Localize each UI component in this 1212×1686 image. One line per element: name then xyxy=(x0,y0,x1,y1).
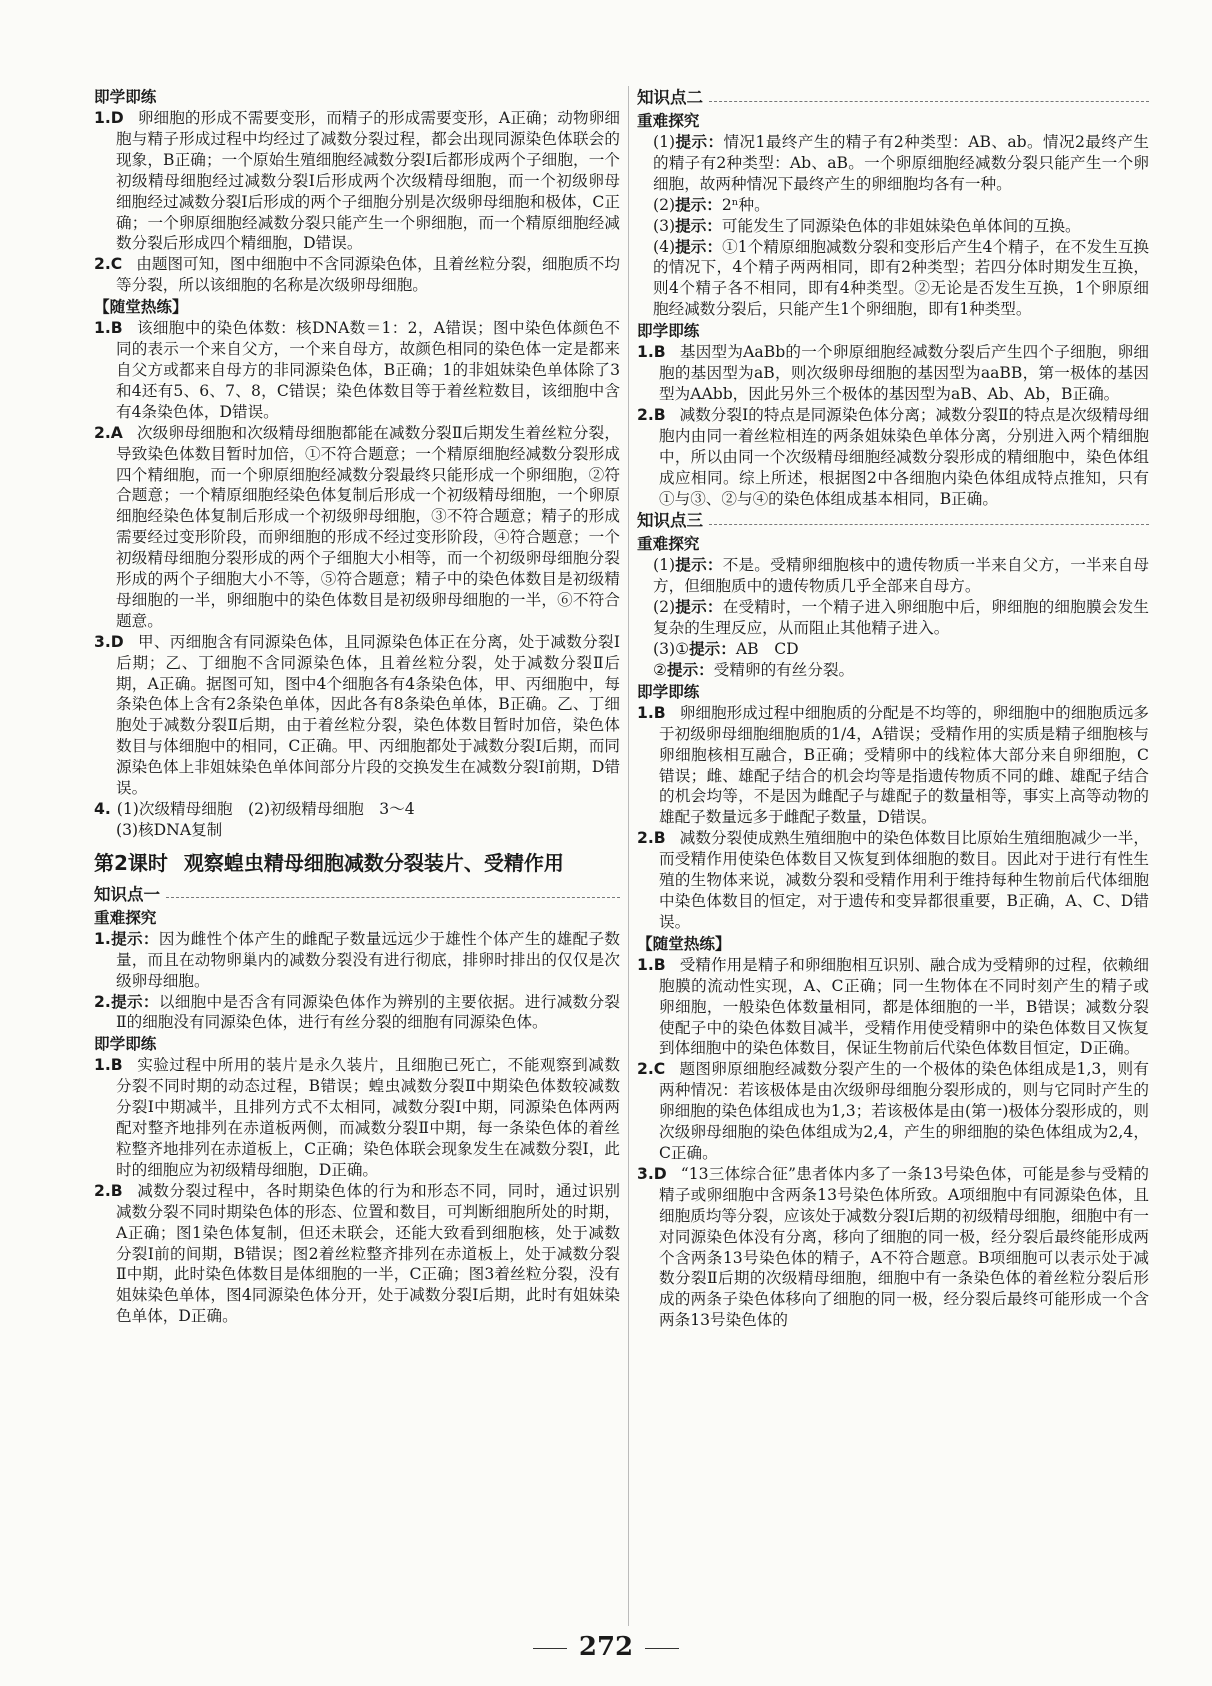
hint-item: (3)提示：可能发生了同源染色体的非姐妹染色单体间的互换。 xyxy=(653,216,1081,235)
section-heading: 即学即练 xyxy=(94,1035,157,1054)
dashed-rule xyxy=(709,524,1149,525)
hint-item: 2.提示：以细胞中是否含有同源染色体作为辨别的主要依据。进行减数分裂Ⅱ的细胞没有同源染色体，进行有丝分裂的细胞有同源染色体。 xyxy=(94,992,620,1032)
page-number-dash xyxy=(533,1648,567,1649)
hint-item: (3)①提示：AB CD xyxy=(653,640,799,659)
page-number-dash xyxy=(645,1648,679,1649)
lesson-title xyxy=(94,849,620,877)
answer-item: 1.B 实验过程中所用的装片是永久装片，且细胞已死亡，不能观察到减数分裂不同时期的动态过程，B错误；蝗虫减数分裂Ⅱ中期染色体数较减数分裂Ⅰ中期减半，且排列方式不太相同，减数分裂Ⅰ中期，同源染色体两两配对整齐地排列在赤道板两侧，而减数分裂Ⅱ中期，每一条染色体的着丝粒整齐地排列在赤道板上，C正确；染色体联会现象发生在减数分裂Ⅰ，此时的细胞应为初级精母细胞，D正确。 xyxy=(94,1056,620,1179)
section-heading: 【随堂热练】 xyxy=(94,298,188,317)
section-heading: 重难探究 xyxy=(637,112,700,130)
hint-item: (2)提示：在受精时，一个精子进入卵细胞中后，卵细胞的细胞膜会发生复杂的生理反应，从而阻止其他精子进入。 xyxy=(653,598,1149,638)
answer-item: 4. (1)次级精母细胞 (2)初级精母细胞 3～4 xyxy=(94,800,415,818)
answer-item: 2.B 减数分裂过程中，各时期染色体的行为和形态不同，同时，通过识别减数分裂不同时期染色体的形态、位置和数目，可判断细胞所处的时期，A正确；图1染色体复制，但还未联会，还能大致看到细胞核，处于减数分裂Ⅰ前的间期，B错误；图2着丝粒整齐排列在赤道板上，处于减数分裂Ⅱ中期，此时染色体数目是体细胞的一半，C正确；图3着丝粒分裂，没有姐妹染色单体，图4同源染色体分开，处于减数分裂Ⅰ后期，此时有姐妹染色单体，D正确。 xyxy=(94,1181,620,1326)
answer-item: 1.B 受精作用是精子和卵细胞相互识别、融合成为受精卵的过程，依赖细胞膜的流动性实现，A、C正确；同一生物体在不同时刻产生的精子或卵细胞，一般染色体数量相同，都是体细胞的一半，B错误；减数分裂使配子中的染色体数目减半，受精作用使受精卵中的染色体数目又恢复到体细胞中的染色体数目，保证生物前后代染色体数目恒定，D正确。 xyxy=(637,955,1149,1058)
answer-continuation: (3)核DNA复制 xyxy=(116,820,223,839)
answer-item: 1.B 该细胞中的染色体数：核DNA数＝1：2，A错误；图中染色体颜色不同的表示一个来自父方，一个来自母方，故颜色相同的染色体一定是都来自父方或都来自母方的非同源染色体，B正确；1的非姐妹染色单体除了3和4还有5、6、7、8，C错误；染色体数目等于着丝粒数目，该细胞中含有4条染色体，D错误。 xyxy=(94,319,620,421)
section-heading: 重难探究 xyxy=(637,535,700,554)
answer-item: 1.B 基因型为AaBb的一个卵原细胞经减数分裂后产生四个子细胞，卵细胞的基因型为aB，则次级卵母细胞的基因型为aaBB，第一极体的基因型为AAbb，因此另外三个极体的基因型为aB、Ab、Ab，B正确。 xyxy=(637,343,1149,403)
answer-list xyxy=(94,108,620,296)
answer-list xyxy=(94,318,620,841)
hint-item: (4)提示：①1个精原细胞减数分裂和变形后产生4个精子，在不发生互换的情况下，4个精子两两相同，即有2种类型；若四分体时期发生互换，则4个精子各不相同，即有4种类型。②无论是否发生互换，1个卵原细胞经减数分裂后，只能产生1个卵细胞，即有1种类型。 xyxy=(653,237,1149,319)
column-divider xyxy=(628,86,629,1626)
answer-item: 2.B 减数分裂Ⅰ的特点是同源染色体分离；减数分裂Ⅱ的特点是次级精母细胞内由同一着丝粒相连的两条姐妹染色单体分离，分别进入两个精细胞中，所以由同一个次级精母细胞经减数分裂形成的精细胞中，染色体组成应相同。综上所述，根据图2中各细胞内染色体组成特点推知，只有①与③、②与④的染色体组成基本相同，B正确。 xyxy=(637,405,1149,508)
knowledge-point-title: 知识点三 xyxy=(637,509,1149,533)
section-heading: 重难探究 xyxy=(94,908,157,927)
left-column xyxy=(94,86,620,1327)
answer-item: 3.D 甲、丙细胞含有同源染色体，且同源染色体正在分离，处于减数分裂Ⅰ后期；乙、丁细胞不含同源染色体，且着丝粒分裂，处于减数分裂Ⅱ后期，A正确。据图可知，图中4个细胞各有4条染色体，甲、丙细胞中，每条染色体上含有2条染色单体，因此各有8条染色单体，B正确。乙、丁细胞处于减数分裂Ⅱ后期，由于着丝粒分裂，染色体数目暂时加倍，染色体数目与体细胞中的相同，C正确。甲、丙细胞都处于减数分裂Ⅰ后期，而同源染色体上非姐妹染色单体间部分片段的交换发生在减数分裂Ⅰ前期，D错误。 xyxy=(94,632,620,798)
section-heading: 即学即练 xyxy=(94,88,157,106)
hint-item: (1)提示：情况1最终产生的精子有2种类型：AB、ab。情况2最终产生的精子有2种类型：Ab、aB。一个卵原细胞经减数分裂只能产生一个卵细胞，故两种情况下最终产生的卵细胞均各有一种。 xyxy=(653,133,1149,193)
answer-item: 1.B 卵细胞形成过程中细胞质的分配是不均等的，卵细胞中的细胞质远多于初级卵母细胞细胞质的1/4，A错误；受精作用的实质是精子细胞核与卵细胞核相互融合，B正确；受精卵中的线粒体大部分来自卵细胞，C错误；雌、雄配子结合的机会均等是指遗传物质不同的雌、雄配子结合的机会均等，不是因为雌配子与雄配子的数量相等，事实上高等动物的雄配子数量远多于雌配子数量，D错误。 xyxy=(637,703,1149,827)
hint-item: 1.提示：因为雌性个体产生的雌配子数量远远少于雄性个体产生的雄配子数量，而且在动物卵巢内的减数分裂没有进行彻底，排卵时排出的仅仅是次级卵母细胞。 xyxy=(94,929,620,990)
answer-item: 3.D “13三体综合征”患者体内多了一条13号染色体，可能是参与受精的精子或卵细胞中含两条13号染色体所致。A项细胞中有同源染色体，且细胞质均等分裂，应该处于减数分裂Ⅰ后期的初级精母细胞，细胞中有一对同源染色体没有分离，移向了细胞的同一极，经分裂后最终能形成两个含两条13号染色体的精子，A不符合题意。B项细胞可以表示处于减数分裂Ⅱ后期的次级精母细胞，细胞中有一条染色体的着丝粒分裂后形成的两条子染色体移向了细胞的同一极，经分裂后最终可能形成一个含两条13号染色体的 xyxy=(637,1164,1149,1330)
dashed-rule xyxy=(166,897,620,898)
knowledge-point-title: 知识点一 xyxy=(94,883,620,907)
answer-item: 2.B 减数分裂使成熟生殖细胞中的染色体数目比原始生殖细胞减少一半，而受精作用使染色体数目又恢复到体细胞的数目。因此对于进行有性生殖的生物体来说，减数分裂和受精作用利于维持每种生物前后代体细胞中染色体数目的恒定，对于遗传和变异都很重要，B正确，A、C、D错误。 xyxy=(637,829,1149,931)
answer-item: 2.A 次级卵母细胞和次级精母细胞都能在减数分裂Ⅱ后期发生着丝粒分裂，导致染色体数目暂时加倍，①不符合题意；一个精原细胞经减数分裂形成四个精细胞，而一个卵原细胞经减数分裂最终只能形成一个卵细胞，②符合题意；一个精原细胞经染色体复制后形成一个初级精母细胞，一个卵原细胞经染色体复制后形成一个初级卵母细胞，③不符合题意；精子的形成需要经过变形阶段，而卵细胞的形成不经过变形阶段，④符合题意；一个初级精母细胞分裂形成的两个子细胞大小相等，而一个初级卵母细胞分裂形成的两个子细胞大小不等，⑤符合题意；精子中的染色体数目是初级精母细胞的一半，卵细胞中的染色体数目是初级卵母细胞的一半，⑥不符合题意。 xyxy=(94,423,620,630)
section-heading: 【随堂热练】 xyxy=(637,934,731,953)
lesson-number: 第2课时 xyxy=(94,850,168,875)
dashed-rule xyxy=(709,101,1149,102)
hint-item: (1)提示：不是。受精卵细胞核中的遗传物质一半来自父方，一半来自母方，但细胞质中的遗传物质几乎全部来自母方。 xyxy=(653,556,1149,596)
section-heading: 即学即练 xyxy=(637,322,700,341)
answer-item: 2.C 由题图可知，图中细胞中不含同源染色体，且着丝粒分裂，细胞质不均等分裂，所以该细胞的名称是次级卵母细胞。 xyxy=(94,255,620,295)
hint-item: ②提示：受精卵的有丝分裂。 xyxy=(653,660,855,679)
right-column xyxy=(637,86,1149,1331)
hint-item: (2)提示：2ⁿ种。 xyxy=(653,195,770,214)
page-number: 272 xyxy=(0,1632,1212,1662)
knowledge-point-title: 知识点二 xyxy=(637,86,1149,110)
section-heading: 即学即练 xyxy=(637,682,700,701)
lesson-name: 观察蝗虫精母细胞减数分裂装片、受精作用 xyxy=(183,850,564,875)
answer-item: 1.D 卵细胞的形成不需要变形，而精子的形成需要变形，A正确；动物卵细胞与精子形成过程中均经过了减数分裂过程，都会出现同源染色体联会的现象，B正确；一个原始生殖细胞经减数分裂Ⅰ后都形成两个子细胞，一个初级精母细胞经过减数分裂Ⅰ后形成两个次级精母细胞，而一个初级卵母细胞经过减数分裂Ⅰ后形成的两个子细胞分别是次级卵母细胞和极体，C正确；一个卵原细胞经减数分裂只能产生一个卵细胞，而一个精原细胞经减数分裂后形成四个精细胞，D错误。 xyxy=(94,109,620,253)
answer-item: 2.C 题图卵原细胞经减数分裂产生的一个极体的染色体组成是1,3，则有两种情况：若该极体是由次级卵母细胞分裂形成的，则与它同时产生的卵细胞的染色体组成也为1,3；若该极体是由(第一)极体分裂形成的，则次级卵母细胞的染色体组成为2,4，产生的卵细胞的染色体组成为2,4，C正确。 xyxy=(637,1060,1149,1162)
